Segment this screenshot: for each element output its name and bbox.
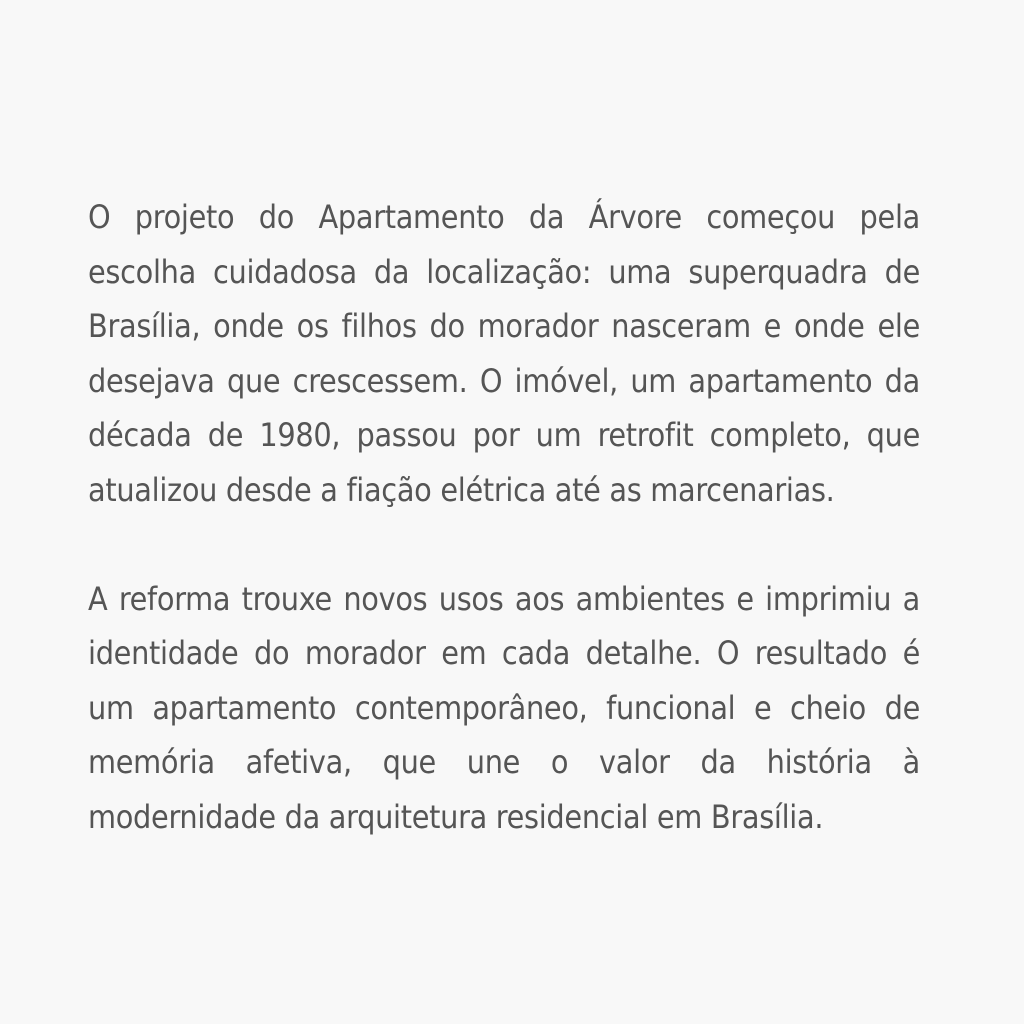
paragraph-2: A reforma trouxe novos usos aos ambientes e imprimiu a identidade do morador em cada detalhe. O resultado é um apartamento contemporâneo, funcional e cheio de memória afetiva, que une o valor da história à modernidade da arquitetura residencial em Brasília. — [88, 579, 920, 836]
paragraph-1: O projeto do Apartamento da Árvore começou pela escolha cuidadosa da localização: uma superquadra de Brasília, onde os filhos do morador nasceram e onde ele desejava que crescessem. O imóvel, um apartamento da década de 1980, passou por um retrofit completo, que atualizou desde a fiação elétrica até as marcenarias. — [88, 198, 920, 509]
article-text — [88, 190, 920, 844]
